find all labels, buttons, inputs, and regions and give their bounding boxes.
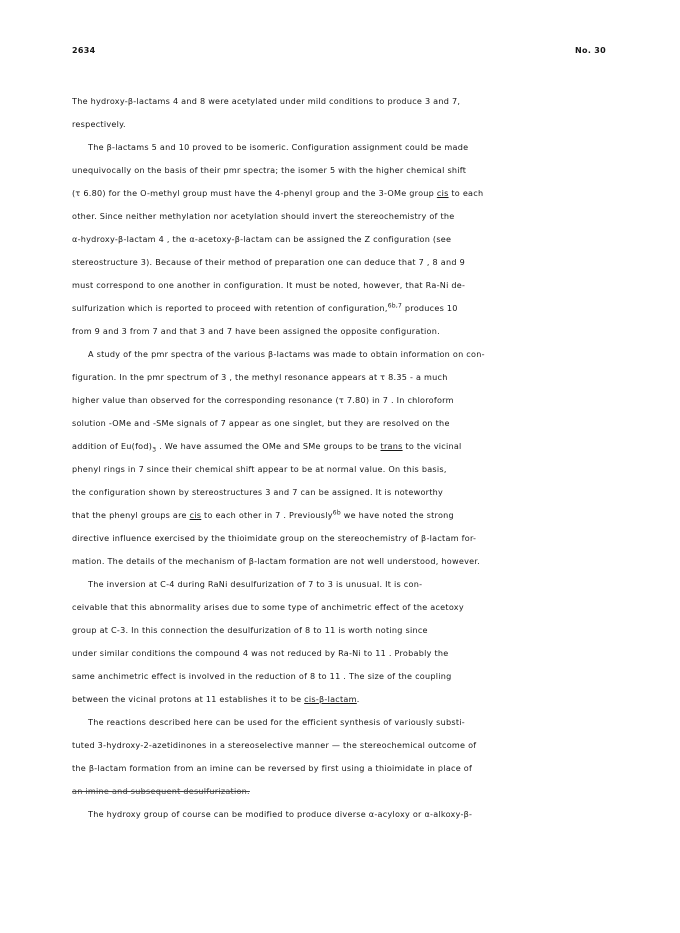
text-line: that the phenyl groups are cis to each other in 7 . Previously$^{6b}$ we have noted the strong (72, 509, 454, 520)
text-line: sulfurization which is reported to proceed with retention of configuration,$^{6b,7}$ produces 10 (72, 302, 458, 313)
citation-superscript: 6b (332, 509, 341, 517)
page-number: 2634 (72, 46, 96, 55)
text-line: directive influence exercised by the thioimidate group on the stereochemistry of β-lactam for- (72, 533, 477, 543)
text-line: tuted 3-hydroxy-2-azetidinones in a stereoselective manner — the stereochemical outcome of (72, 740, 477, 750)
text-line: A study of the pmr spectra of the various β-lactams was made to obtain information on con- (88, 349, 485, 359)
cis-term: cis (189, 510, 202, 520)
text-line: phenyl rings in 7 since their chemical shift appear to be at normal value. On this basis, (72, 464, 447, 474)
text-line: stereostructure 3). Because of their method of preparation one can deduce that 7 , 8 and 9 (72, 257, 465, 267)
article-body (72, 90, 609, 826)
subscript: 3 (152, 446, 157, 454)
text-line: ceivable that this abnormality arises due to some type of anchimetric effect of the acetoxy (72, 602, 464, 612)
text-line: the β-lactam formation from an imine can be reversed by first using a thioimidate in place of (72, 763, 473, 773)
text-line: mation. The details of the mechanism of β-lactam formation are not well understood, however. (72, 556, 481, 566)
page-header (72, 46, 606, 55)
text-line: figuration. In the pmr spectrum of 3 , the methyl resonance appears at τ 8.35 - a much (72, 372, 448, 382)
text-line: same anchimetric effect is involved in the reduction of 8 to 11 . The size of the coupling (72, 671, 452, 681)
text-line: group at C-3. In this connection the desulfurization of 8 to 11 is worth noting since (72, 625, 428, 635)
text-line: other. Since neither methylation nor acetylation should invert the stereochemistry of the (72, 211, 455, 221)
struck-through-line: an imine and subsequent desulfurization. (72, 786, 250, 796)
text-line: respectively. (72, 119, 126, 129)
text-line: from 9 and 3 from 7 and that 3 and 7 have been assigned the opposite configuration. (72, 326, 440, 336)
text-line: solution -OMe and -SMe signals of 7 appear as one singlet, but they are resolved on the (72, 418, 450, 428)
text-line: The hydroxy-β-lactams 4 and 8 were acetylated under mild conditions to produce 3 and 7, (72, 96, 461, 106)
text-line: (τ 6.80) for the O-methyl group must have the 4-phenyl group and the 3-OMe group cis to each (72, 188, 484, 198)
text-line: The hydroxy group of course can be modified to produce diverse α-acyloxy or α-alkoxy-β- (88, 809, 473, 819)
citation-superscript: 6b,7 (387, 302, 403, 310)
trans-term: trans (380, 441, 403, 451)
text-line: The reactions described here can be used for the efficient synthesis of variously substi- (88, 717, 465, 727)
text-line: must correspond to one another in configuration. It must be noted, however, that Ra-Ni de- (72, 280, 466, 290)
text-line: unequivocally on the basis of their pmr spectra; the isomer 5 with the higher chemical shift (72, 165, 467, 175)
cis-term: cis (436, 188, 449, 198)
text-line: higher value than observed for the corresponding resonance (τ 7.80) in 7 . In chloroform (72, 395, 454, 405)
text-line: The inversion at C-4 during RaNi desulfurization of 7 to 3 is unusual. It is con- (88, 579, 423, 589)
issue-number: No. 30 (575, 46, 606, 55)
text-line: α-hydroxy-β-lactam 4 , the α-acetoxy-β-lactam can be assigned the Z configuration (see (72, 234, 452, 244)
text-line: under similar conditions the compound 4 was not reduced by Ra-Ni to 11 . Probably the (72, 648, 449, 658)
text-line: between the vicinal protons at 11 establishes it to be cis-β-lactam. (72, 694, 360, 704)
cis-beta-lactam-term: cis-β-lactam (304, 694, 357, 704)
text-line: the configuration shown by stereostructures 3 and 7 can be assigned. It is noteworthy (72, 487, 444, 497)
text-line: The β-lactams 5 and 10 proved to be isomeric. Configuration assignment could be made (88, 142, 469, 152)
text-line: addition of $Eu(fod)_3$ . We have assumed the OMe and SMe groups to be trans to the vicinal (72, 441, 462, 454)
